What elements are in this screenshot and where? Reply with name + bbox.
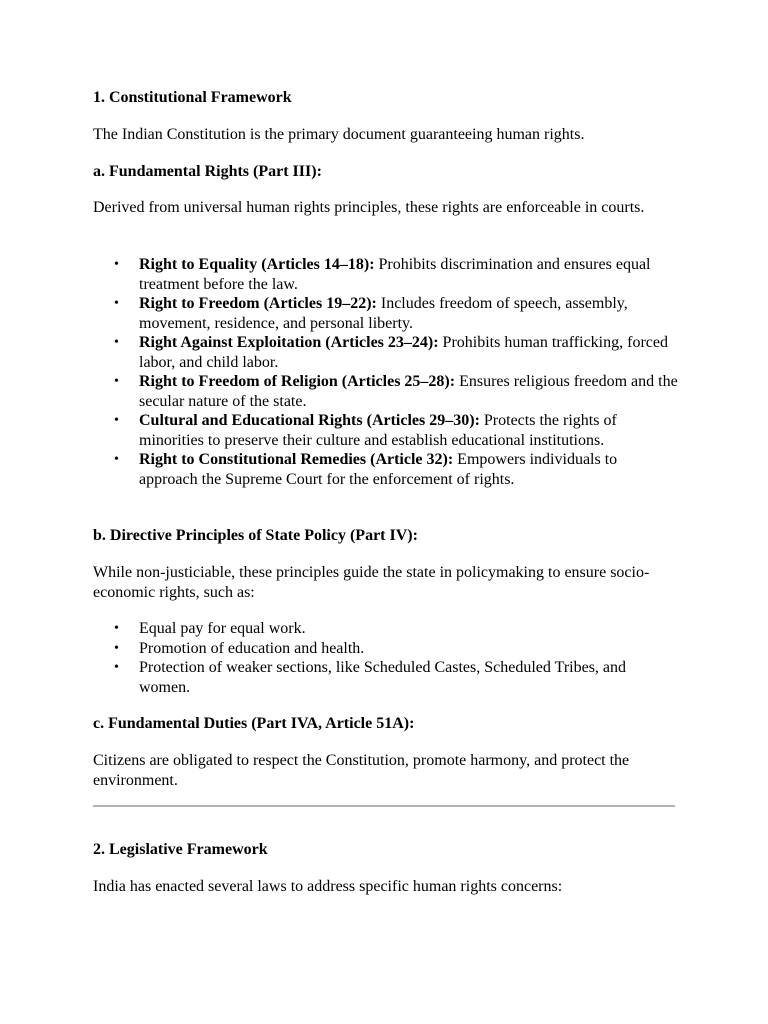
list-item — [93, 639, 678, 659]
bullet-icon: • — [114, 452, 119, 467]
list-item — [93, 658, 678, 697]
list-item-text: Protection of weaker sections, like Scheduled Castes, Scheduled Tribes, and women. — [139, 659, 627, 696]
list-item — [93, 372, 678, 411]
list-item-text: Equal pay for equal work. — [139, 620, 306, 637]
list-item — [93, 333, 678, 372]
list-item-term: Right to Equality (Articles 14–18): — [139, 256, 375, 273]
list-item-text: Prohibits discrimination and ensures equal treatment before the law. — [139, 256, 651, 293]
section-1-intro: The Indian Constitution is the primary document guaranteeing human rights. — [93, 126, 585, 143]
subsection-b-intro: While non-justiciable, these principles guide the state in policymaking to ensure socio-economic rights, such as: — [93, 564, 650, 601]
list-item-term: Cultural and Educational Rights (Articles 29–30): — [139, 412, 480, 429]
list-item — [93, 411, 678, 450]
bullet-icon: • — [114, 296, 119, 311]
subsection-a-heading: a. Fundamental Rights (Part III): — [93, 163, 322, 180]
bullet-icon: • — [114, 660, 119, 675]
subsection-b-heading: b. Directive Principles of State Policy (Part IV): — [93, 527, 418, 544]
section-2-intro: India has enacted several laws to address specific human rights concerns: — [93, 878, 563, 895]
list-item-term: Right to Constitutional Remedies (Article 32): — [139, 451, 454, 468]
directive-principles-list — [93, 619, 678, 697]
list-item-text: Empowers individuals to approach the Supreme Court for the enforcement of rights. — [139, 451, 618, 488]
list-item-term: Right to Freedom (Articles 19–22): — [139, 295, 377, 312]
list-item-text: Includes freedom of speech, assembly, movement, residence, and personal liberty. — [139, 295, 628, 332]
list-item-term: Right Against Exploitation (Articles 23–24): — [139, 334, 439, 351]
bullet-icon: • — [114, 257, 119, 272]
bullet-icon: • — [114, 621, 119, 636]
list-item-text: Promotion of education and health. — [139, 639, 365, 657]
list-item — [93, 450, 678, 489]
section-1-heading: 1. Constitutional Framework — [93, 89, 292, 106]
section-2-heading: 2. Legislative Framework — [93, 841, 268, 858]
subsection-c-intro: Citizens are obligated to respect the Constitution, promote harmony, and protect the environment. — [93, 752, 630, 789]
horizontal-divider — [93, 805, 675, 807]
list-item-term: Right to Freedom of Religion (Articles 25–28): — [139, 373, 456, 390]
fundamental-rights-list — [93, 255, 678, 489]
bullet-icon: • — [114, 374, 119, 389]
list-item — [93, 294, 678, 333]
subsection-c-heading: c. Fundamental Duties (Part IVA, Article 51A): — [93, 715, 415, 732]
list-item — [93, 255, 678, 294]
list-item-text: Prohibits human trafficking, forced labor, and child labor. — [139, 334, 668, 371]
bullet-icon: • — [114, 335, 119, 350]
list-item-text: Ensures religious freedom and the secular nature of the state. — [139, 373, 678, 410]
list-item — [93, 619, 678, 639]
bullet-icon: • — [114, 640, 119, 656]
subsection-a-intro: Derived from universal human rights principles, these rights are enforceable in courts. — [93, 199, 645, 216]
bullet-icon: • — [114, 413, 119, 428]
list-item-text: Protects the rights of minorities to preserve their culture and establish educational institutions. — [139, 412, 617, 449]
